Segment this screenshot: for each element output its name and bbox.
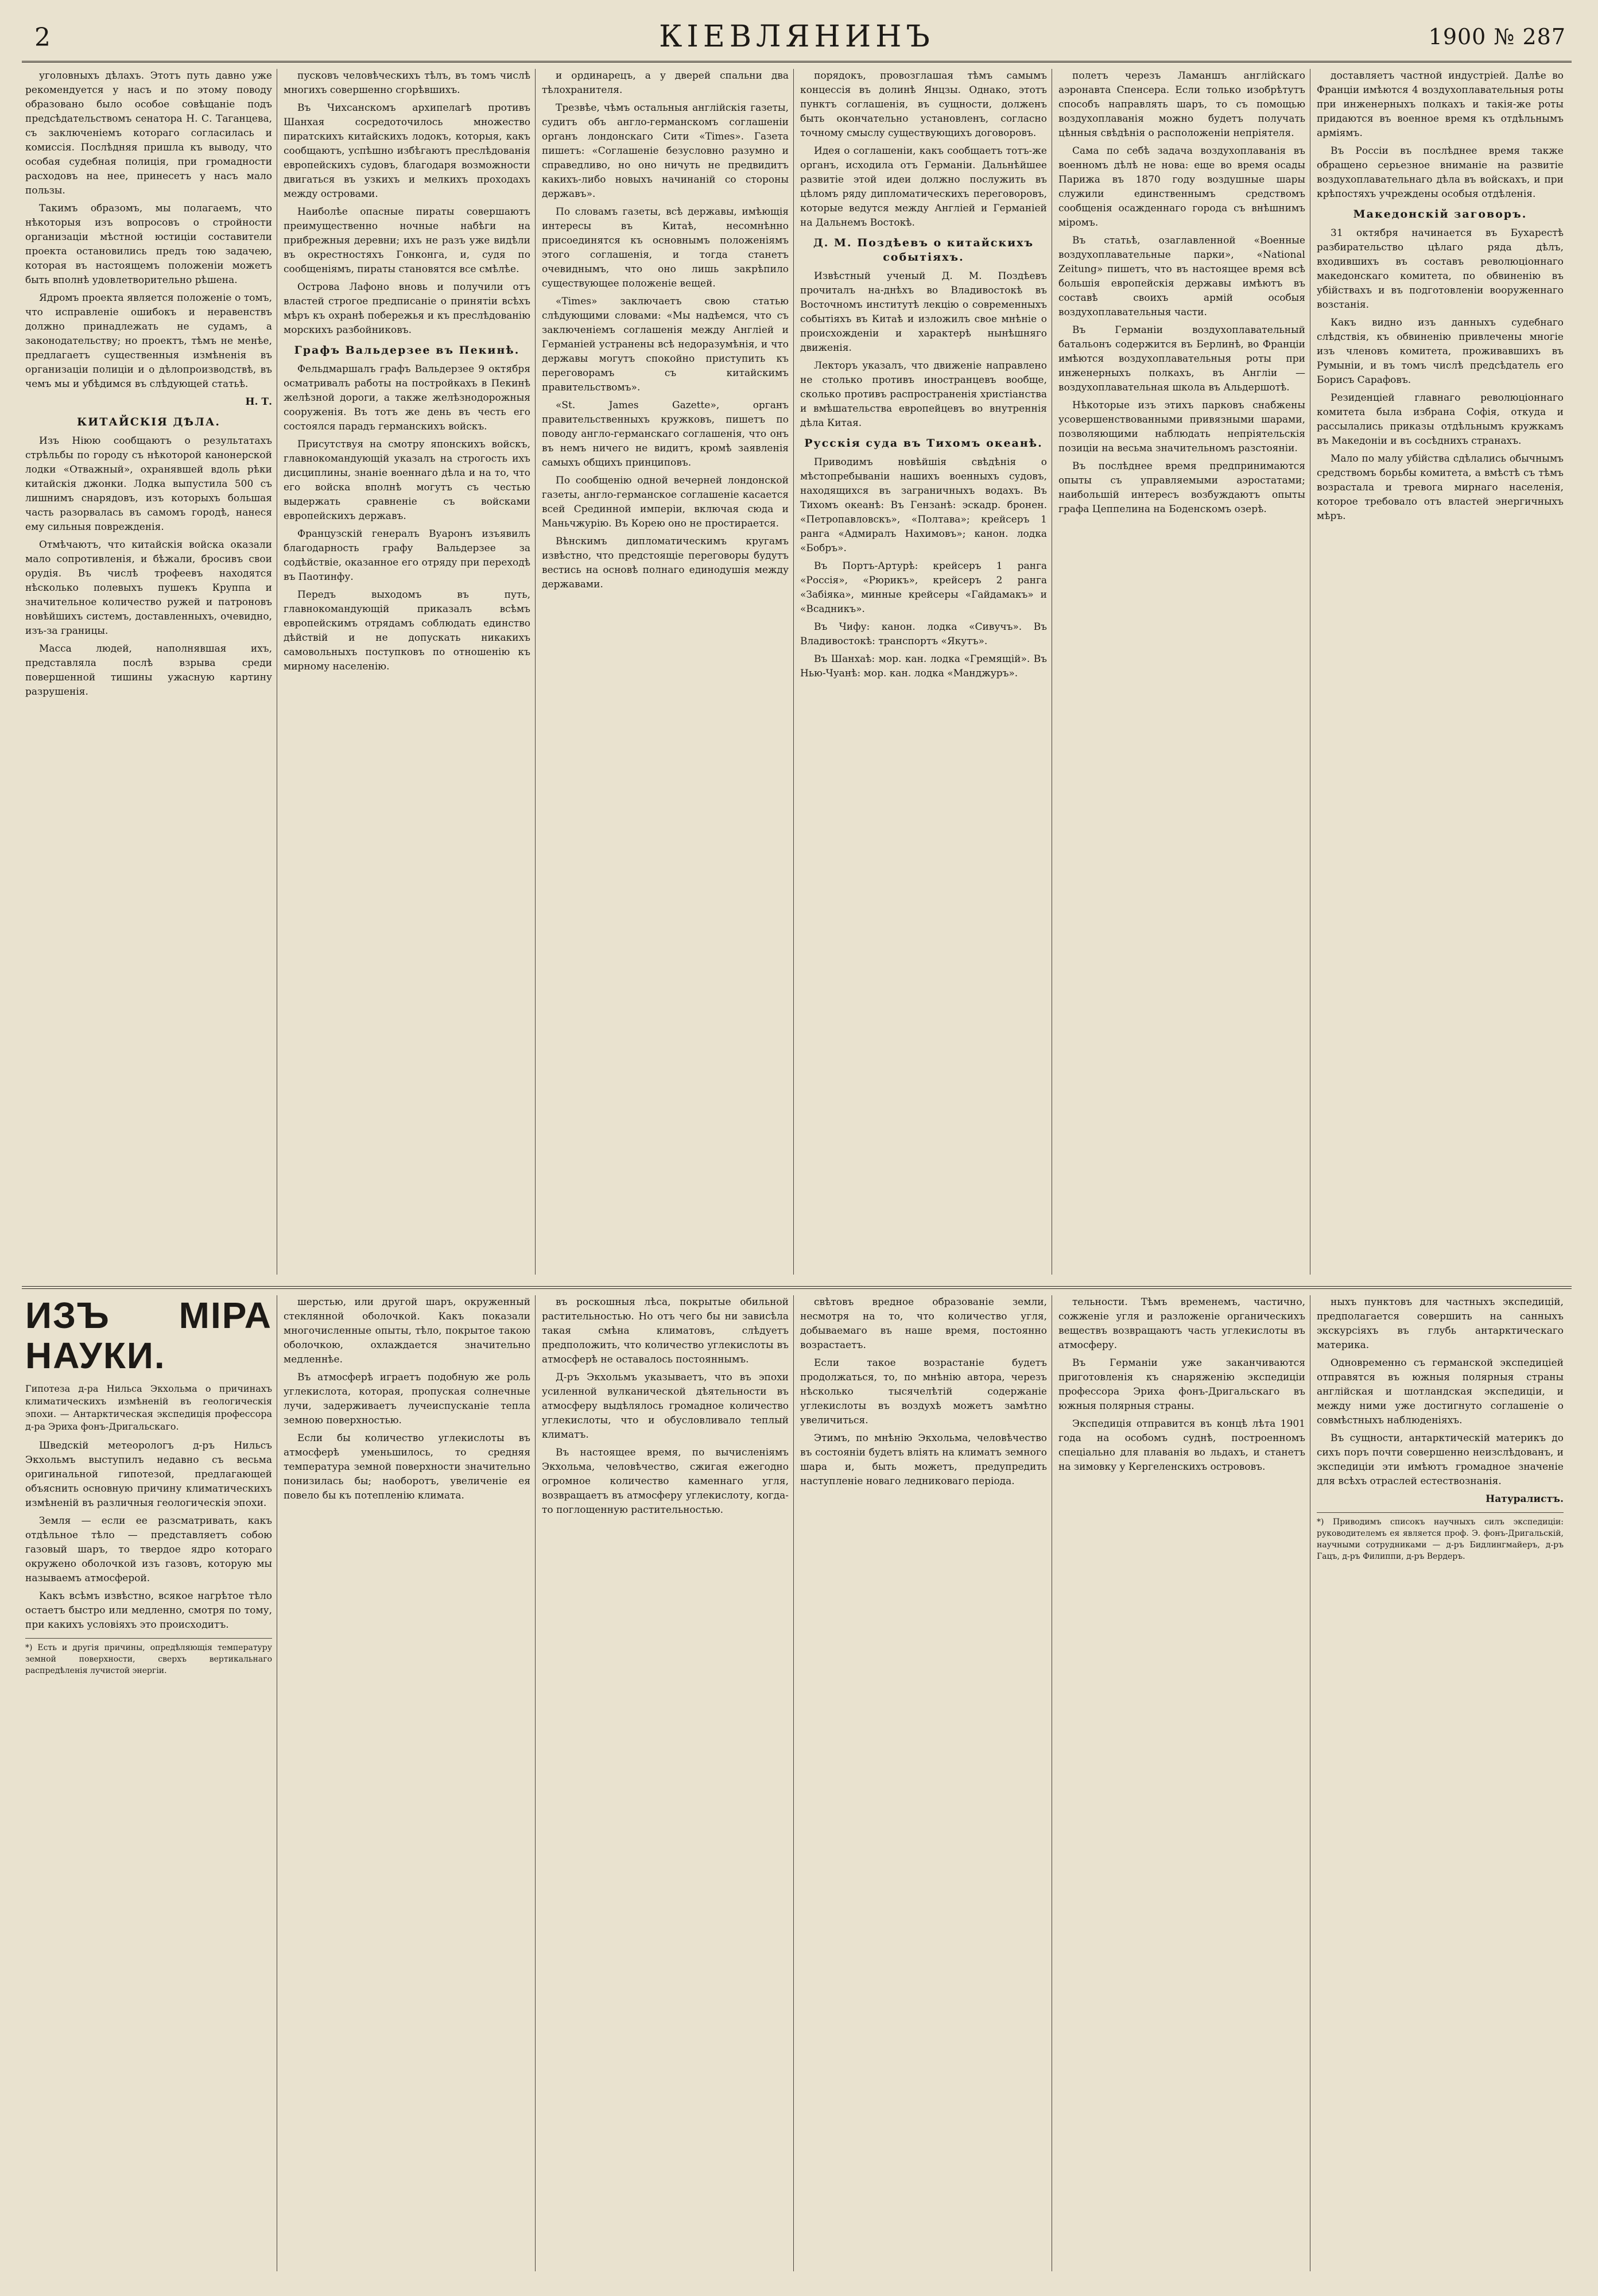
paragraph: Острова Лафоно вновь и получили отъ властей строгое предписаніе о принятіи всѣхъ мѣръ къ охранѣ побережья и къ преслѣдованію морскихъ разбойниковъ. xyxy=(284,281,530,336)
feuilleton-column-2 xyxy=(284,1295,530,1507)
paragraph: полетъ черезъ Ламаншъ англійскаго аэронавта Спенсера. Если только изобрѣтутъ способъ направлять шаръ, то съ помощью воздухоплаванія можно будетъ получать цѣнныя свѣдѣнія о расположеніи непріятеля. xyxy=(1058,70,1305,139)
paragraph: Изъ Ніюю сообщаютъ о результатахъ стрѣльбы по городу съ нѣкоторой канонерской лодки «Отважный», охранявшей вдоль рѣки китайскія джонки. Лодка выпустила 500 съ лишнимъ снарядовъ, изъ которыхъ большая часть разорвалась въ самомъ городѣ, нанеся ему сильныя поврежденія. xyxy=(25,435,272,533)
paragraph: Нѣкоторые изъ этихъ парковъ снабжены усовершенствованными привязными шарами, позволяющими наблюдать непріятельскія позиціи на весьма значительномъ разстояніи. xyxy=(1058,400,1305,454)
footnote xyxy=(1317,1512,1564,1562)
section-heading: Д. М. Поздѣевъ о китайскихъ событіяхъ. xyxy=(813,237,1034,264)
paragraph: Въ послѣднее время предпринимаются опыты съ управляемыми аэростатами; наибольшій интересъ возбуждаютъ опыты графа Цеппелина на Боденскомъ озерѣ. xyxy=(1058,460,1305,515)
issue-number: 1900 № 287 xyxy=(1428,24,1566,49)
column-6 xyxy=(1317,69,1564,527)
paragraph: Земля — если ее разсматривать, какъ отдѣльное тѣло — представляетъ собою газовый шаръ, то твердое ядро котораго окружено оболочкой изъ газовъ, которую мы называемъ атмосферой. xyxy=(25,1515,272,1584)
column-3 xyxy=(542,69,789,595)
signature: Н. Т. xyxy=(245,396,272,408)
paragraph: Экспедиція отправится въ концѣ лѣта 1901 года на особомъ суднѣ, построенномъ спеціально для плаванія во льдахъ, и станетъ на зимовку у Кергеленскихъ острововъ. xyxy=(1058,1418,1305,1473)
section-heading: КИТАЙСКІЯ ДѢЛА. xyxy=(77,416,220,428)
paragraph: Какъ видно изъ данныхъ судебнаго слѣдствія, къ обвиненію привлечены многіе изъ членовъ комитета, проживавшихъ въ Румыніи, и въ томъ числѣ предсѣдатель его Борисъ Сарафовъ. xyxy=(1317,317,1564,386)
paragraph: и ординарецъ, а у дверей спальни два тѣлохранителя. xyxy=(542,70,789,96)
column-2 xyxy=(284,69,530,677)
paragraph: Въ Портъ-Артурѣ: крейсеръ 1 ранга «Россія», «Рюрикъ», крейсеръ 2 ранга «Забіяка», минные крейсеры «Гайдамакъ» и «Всадникъ». xyxy=(800,560,1047,615)
column-divider xyxy=(793,1295,794,2271)
paragraph: 31 октября начинается въ Бухарестѣ разбирательство цѣлаго ряда дѣлъ, входившихъ въ составъ революціоннаго македонскаго комитета, по обвиненію въ убійствахъ и въ подготовленіи вооруженнаго возстанія. xyxy=(1317,227,1564,311)
paragraph: «St. James Gazette», органъ правительственныхъ кружковъ, пишетъ по поводу англо-германскаго соглашенія, что онъ въ немъ ничего не видитъ, кромѣ заявленія самыхъ общихъ принциповъ. xyxy=(542,400,789,469)
section-heading: Македонскій заговоръ. xyxy=(1353,208,1527,220)
paragraph: доставляетъ частной индустріей. Далѣе во Франціи имѣются 4 воздухоплавательныя роты при инженерныхъ полкахъ и такія-же роты придаются въ военное время къ отдѣльнымъ арміямъ. xyxy=(1317,70,1564,139)
paragraph: въ роскошныя лѣса, покрытые обильной растительностью. Но отъ чего бы ни зависѣла такая смѣна климатовъ, слѣдуетъ предположить, что количество углекислоты въ атмосферѣ не оставалось постояннымъ. xyxy=(542,1296,789,1365)
paragraph: тельности. Тѣмъ временемъ, частично, сожженіе угля и разложеніе органическихъ веществъ возвращаютъ часть углекислоты въ атмосферу. xyxy=(1058,1296,1305,1351)
paragraph: Если такое возрастаніе будетъ продолжаться, то, по мнѣнію автора, черезъ нѣсколько тысячелѣтій содержаніе углекислоты въ воздухѣ можетъ замѣтно увеличиться. xyxy=(800,1357,1047,1426)
paragraph: Лекторъ указалъ, что движеніе направлено не столько противъ иностранцевъ вообще, сколько противъ распространенія христіанства и вмѣшательства европейцевъ во внутреннія дѣла Китая. xyxy=(800,360,1047,429)
paragraph: порядокъ, провозглашая тѣмъ самымъ концессія въ долинѣ Янцзы. Однако, этотъ пунктъ соглашенія, въ сущности, долженъ быть окончательно установленъ, согласно точному смыслу существующихъ договоровъ. xyxy=(800,70,1047,139)
paragraph: Одновременно съ германской экспедиціей отправятся въ южныя полярныя страны англійская и шотландская экспедиціи, и между ними уже достигнуто соглашеніе о совмѣстныхъ наблюденіяхъ. xyxy=(1317,1357,1564,1426)
paragraph: «Times» заключаетъ свою статью слѣдующими словами: «Мы надѣемся, что съ заключеніемъ соглашенія между Англіей и Германіей устранены всѣ недоразумѣнія, и что державы могутъ спокойно приступить къ переговорамъ съ китайскимъ правительствомъ». xyxy=(542,296,789,393)
paragraph: Мало по малу убійства сдѣлались обычнымъ средствомъ борьбы комитета, а вмѣстѣ съ тѣмъ возрастала и тревога мирнаго населенія, которое требовало отъ властей энергичныхъ мѣръ. xyxy=(1317,453,1564,522)
paragraph: пусковъ человѣческихъ тѣлъ, въ томъ числѣ многихъ совершенно сгорѣвшихъ. xyxy=(284,70,530,96)
paragraph: Наиболѣе опасные пираты совершаютъ преимущественно ночные набѣги на прибрежныя деревни; ихъ не разъ уже видѣли въ окрестностяхъ Гонконга, и, судя по сообщеніямъ, пираты становятся все смѣлѣе. xyxy=(284,206,530,275)
paragraph: Сама по себѣ задача воздухоплаванія въ военномъ дѣлѣ не нова: еще во время осады Парижа въ 1870 году воздушные шары служили единственнымъ средствомъ сообщенія осажденнаго города съ внѣшнимъ міромъ. xyxy=(1058,145,1305,229)
newspaper-page xyxy=(22,16,1572,2281)
footnote-text: *) Приводимъ списокъ научныхъ силъ экспедиціи: руководителемъ ея является проф. Э. фонъ-Дригальскій, научными сотрудниками — д-ръ Бидлингмайеръ, д-ръ Гацъ, д-ръ Филиппи, д-ръ Вердеръ. xyxy=(1317,1517,1564,1561)
column-divider xyxy=(535,1295,536,2271)
paragraph: Трезвѣе, чѣмъ остальныя англійскія газеты, судитъ объ англо-германскомъ соглашеніи органъ лондонскаго Сити «Times». Газета пишетъ: «Соглашеніе безусловно разумно и справедливо, но оно ничуть не предвидитъ какихъ-либо новыхъ начинаній со стороны державъ». xyxy=(542,102,789,200)
paragraph: Д-ръ Экхольмъ указываетъ, что въ эпохи усиленной вулканической дѣятельности въ атмосферу выдѣлялось громадное количество углекислоты, что и обусловливало теплый климатъ. xyxy=(542,1372,789,1441)
masthead xyxy=(22,16,1572,63)
paragraph: Идея о соглашеніи, какъ сообщаетъ тотъ-же органъ, исходила отъ Германіи. Дальнѣйшее развитіе этой идеи должно послужить въ цѣломъ ряду дипломатическихъ переговоровъ, которые ведутся между Англіей и Германіей на Дальнемъ Востокѣ. xyxy=(800,145,1047,229)
paragraph: Передъ выходомъ въ путь, главнокомандующій приказалъ всѣмъ европейскимъ отрядамъ соблюдать единство дѣйствій и не допускать никакихъ самовольныхъ поступковъ по отношенію къ мирному населенію. xyxy=(284,589,530,672)
paragraph: Въ Россіи въ послѣднее время также обращено серьезное вниманіе на развитіе воздухоплавательнаго дѣла въ войскахъ, и при крѣпостяхъ учреждены особыя отдѣленія. xyxy=(1317,145,1564,200)
feuilleton-column-6 xyxy=(1317,1295,1564,1565)
paragraph: Въ Германіи воздухоплавательный батальонъ содержится въ Берлинѣ, во Франціи имѣются воздухоплавательныя роты при инженерныхъ полкахъ, въ Англіи — воздухоплавательная школа въ Альдершотѣ. xyxy=(1058,324,1305,393)
paragraph: Въ атмосферѣ играетъ подобную же роль углекислота, которая, пропуская солнечные лучи, задерживаетъ лучеиспусканіе тепла земною поверхностью. xyxy=(284,1372,530,1426)
paragraph: Въ Чихсанскомъ архипелагѣ противъ Шанхая сосредоточилось множество пиратскихъ китайскихъ лодокъ, которыя, какъ сообщаютъ, успѣшно избѣгаютъ преслѣдованія европейскихъ судовъ, благодаря возможности двигаться въ узкихъ и мелкихъ проходахъ между островами. xyxy=(284,102,530,200)
paragraph: Въ сущности, антарктическій материкъ до сихъ поръ почти совершенно неизслѣдованъ, и экспедиціи эти имѣютъ громадное значеніе для всѣхъ отраслей естествознанія. xyxy=(1317,1432,1564,1487)
feuilleton-subtitle: Гипотеза д-ра Нильса Экхольма о причинахъ климатическихъ измѣненій въ геологическія эпохи. — Антарктическая экспедиція профессора д-ра Эриха фонъ-Дригальскаго. xyxy=(25,1383,272,1432)
paragraph: Фельдмаршалъ графъ Вальдерзее 9 октября осматривалъ работы на постройкахъ в Пекинѣ желѣзной дороги, а также желѣзнодорожныя сооруженія. Въ тотъ же день въ честь его состоялся парадъ германскихъ войскъ. xyxy=(284,363,530,432)
column-divider xyxy=(793,69,794,1275)
paragraph: Въ Чифу: канон. лодка «Сивучъ». Въ Владивостокѣ: транспортъ «Якутъ». xyxy=(800,621,1047,647)
section-heading: Русскія суда въ Тихомъ океанѣ. xyxy=(804,437,1043,450)
paragraph: ныхъ пунктовъ для частныхъ экспедицій, предполагается совершить на санныхъ экскурсіяхъ въ глубь антарктическаго материка. xyxy=(1317,1296,1564,1351)
column-divider xyxy=(535,69,536,1275)
section-heading: Графъ Вальдерзее въ Пекинѣ. xyxy=(294,344,520,357)
paragraph: Этимъ, по мнѣнію Экхольма, человѣчество въ состояніи будетъ вліять на климатъ земного шара и, быть можетъ, предупредить наступленіе новаго ледниковаго періода. xyxy=(800,1432,1047,1487)
paragraph: Въ Шанхаѣ: мор. кан. лодка «Гремящій». Въ Нью-Чуанѣ: мор. кан. лодка «Манджуръ». xyxy=(800,653,1047,679)
feuilleton-title: ИЗЪ МІРА НАУКИ. xyxy=(25,1295,272,1376)
paragraph: Вѣнскимъ дипломатическимъ кругамъ извѣстно, что предстоящіе переговоры будутъ вестись на основѣ полнаго единодушія между державами. xyxy=(542,536,789,590)
paragraph: Французскій генералъ Вуаронъ изъявилъ благодарность графу Вальдерзее за содѣйствіе, оказанное его отряду при переходѣ въ Паотинфу. xyxy=(284,528,530,583)
paragraph: Въ статьѣ, озаглавленной «Военные воздухоплавательные парки», «National Zeitung» пишетъ, что въ настоящее время всѣ большія европейскія державы имѣютъ въ составѣ своихъ армій особыя воздухоплавательныя части. xyxy=(1058,235,1305,318)
feuilleton-column-5 xyxy=(1058,1295,1305,1478)
paragraph: Шведскій метеорологъ д-ръ Нильсъ Экхольмъ выступилъ недавно съ весьма оригинальной гипотезой, предлагающей объяснить основную причину климатическихъ измѣненій въ различныя геологическія эпохи. xyxy=(25,1440,272,1509)
paragraph: Какъ всѣмъ извѣстно, всякое нагрѣтое тѣло остаетъ быстро или медленно, смотря по тому, при какихъ условіяхъ это происходитъ. xyxy=(25,1590,272,1631)
feuilleton-column-1 xyxy=(25,1295,272,1679)
paragraph: Резиденціей главнаго революціоннаго комитета была избрана Софія, откуда и рассылались приказы отдѣльнымъ кружкамъ въ Македоніи и въ сосѣднихъ странахъ. xyxy=(1317,392,1564,447)
paragraph: Приводимъ новѣйшія свѣдѣнія о мѣстопребываніи нашихъ военныхъ судовъ, находящихся въ заграничныхъ водахъ. Въ Тихомъ океанѣ: Въ Гензанѣ: эскадр. бронен. «Петропавловскъ», «Полтава»; крейсеръ 1 ранга «Адмиралъ Нахимовъ»; канон. лодка «Бобръ». xyxy=(800,456,1047,554)
feuilleton-column-3 xyxy=(542,1295,789,1521)
paragraph: Извѣстный ученый Д. М. Поздѣевъ прочиталъ на-днѣхъ во Владивостокѣ въ Восточномъ институтѣ лекцію о современныхъ событіяхъ въ Китаѣ и изложилъ свое мнѣніе о происхожденіи и характерѣ нынѣшняго движенія. xyxy=(800,270,1047,354)
section-divider xyxy=(22,1286,1572,1289)
paragraph: Въ Германіи уже заканчиваются приготовленія къ снаряженію экспедиціи профессора Эриха фонъ-Дригальскаго въ южныя полярныя страны. xyxy=(1058,1357,1305,1412)
paragraph: Ядромъ проекта является положеніе о томъ, что исправленіе ошибокъ и неравенствъ должно принадлежать не судамъ, а законодательству; но проектъ, тѣмъ не менѣе, предлагаетъ существенныя измѣненія въ организаціи полиціи и о дѣлопроизводствѣ, въ чемъ мы и убѣдимся въ слѣдующей статьѣ. xyxy=(25,292,272,390)
paragraph: уголовныхъ дѣлахъ. Этотъ путь давно уже рекомендуется у насъ и по этому поводу образовано было особое совѣщаніе подъ предсѣдательствомъ сенатора Н. С. Таганцева, съ заключеніемъ котораго согласилась и комиссія. Послѣдняя пришла къ выводу, что особая судебная полиція, при громадности расходовъ на нее, принесетъ у насъ мало пользы. xyxy=(25,70,272,196)
paragraph: Такимъ образомъ, мы полагаемъ, что нѣкоторыя изъ вопросовъ о стройности организаціи мѣстной юстиціи составители проекта остановились предъ тою задачею, которая въ настоящемъ положеніи можетъ быть вполнѣ удовлетворительно рѣшена. xyxy=(25,203,272,286)
footnote-text: *) Есть и другія причины, опредѣляющія температуру земной поверхности, сверхъ вертикальнаго распредѣленія лучистой энергіи. xyxy=(25,1643,272,1675)
paragraph: Масса людей, наполнявшая ихъ, представляла послѣ взрыва среди повершенной тишины ужасную картину разрушенія. xyxy=(25,643,272,698)
paragraph: По словамъ газеты, всѣ державы, имѣющія интересы въ Китаѣ, несомнѣнно присоединятся къ основнымъ положеніямъ этого соглашенія, и тогда станетъ очевиднымъ, что оно лишь закрѣпило существующее положеніе вещей. xyxy=(542,206,789,289)
paragraph: По сообщенію одной вечерней лондонской газеты, англо-германское соглашеніе касается всей Срединной имперіи, включая сюда и Маньчжурію. Въ Корею оно не простирается. xyxy=(542,475,789,529)
newspaper-title: КІЕВЛЯНИНЪ xyxy=(659,20,934,54)
column-1 xyxy=(25,69,272,703)
paragraph: шерстью, или другой шаръ, окруженный стеклянной оболочкой. Какъ показали многочисленные опыты, тѣло, покрытое такою оболочкою, охлаждается значительно медленнѣе. xyxy=(284,1296,530,1365)
paragraph: Присутствуя на смотру японскихъ войскъ, главнокомандующій указалъ на строгость ихъ дисциплины, знаніе военнаго дѣла и на то, что его войска вполнѣ могутъ съ честью выдержать сравненіе съ войсками европейскихъ державъ. xyxy=(284,439,530,522)
footnote xyxy=(25,1638,272,1676)
column-5 xyxy=(1058,69,1305,520)
paragraph: Если бы количество углекислоты въ атмосферѣ уменьшилось, то средняя температура земной поверхности значительно понизилась бы; наоборотъ, увеличеніе ея повело бы къ потепленію климата. xyxy=(284,1432,530,1501)
author-signature: Натуралистъ. xyxy=(1485,1493,1564,1505)
feuilleton-column-4 xyxy=(800,1295,1047,1492)
paragraph: Въ настоящее время, по вычисленіямъ Экхольма, человѣчество, сжигая ежегодно огромное количество каменнаго угля, возвращаетъ въ атмосферу углекислоту, когда-то поглощенную растительностью. xyxy=(542,1447,789,1516)
page-number: 2 xyxy=(34,23,51,52)
paragraph: свѣтовъ вредное образованіе земли, несмотря на то, что количество угля, добываемаго въ наше время, постоянно возрастаетъ. xyxy=(800,1296,1047,1351)
column-4 xyxy=(800,69,1047,684)
paragraph: Отмѣчаютъ, что китайскія войска оказали мало сопротивленія, и бѣжали, бросивъ свои орудія. Въ числѣ трофеевъ находятся нѣсколько полевыхъ пушекъ Круппа и значительное количество ружей и патроновъ новѣйшихъ системъ, доставленныхъ, очевидно, изъ-за границы. xyxy=(25,539,272,637)
